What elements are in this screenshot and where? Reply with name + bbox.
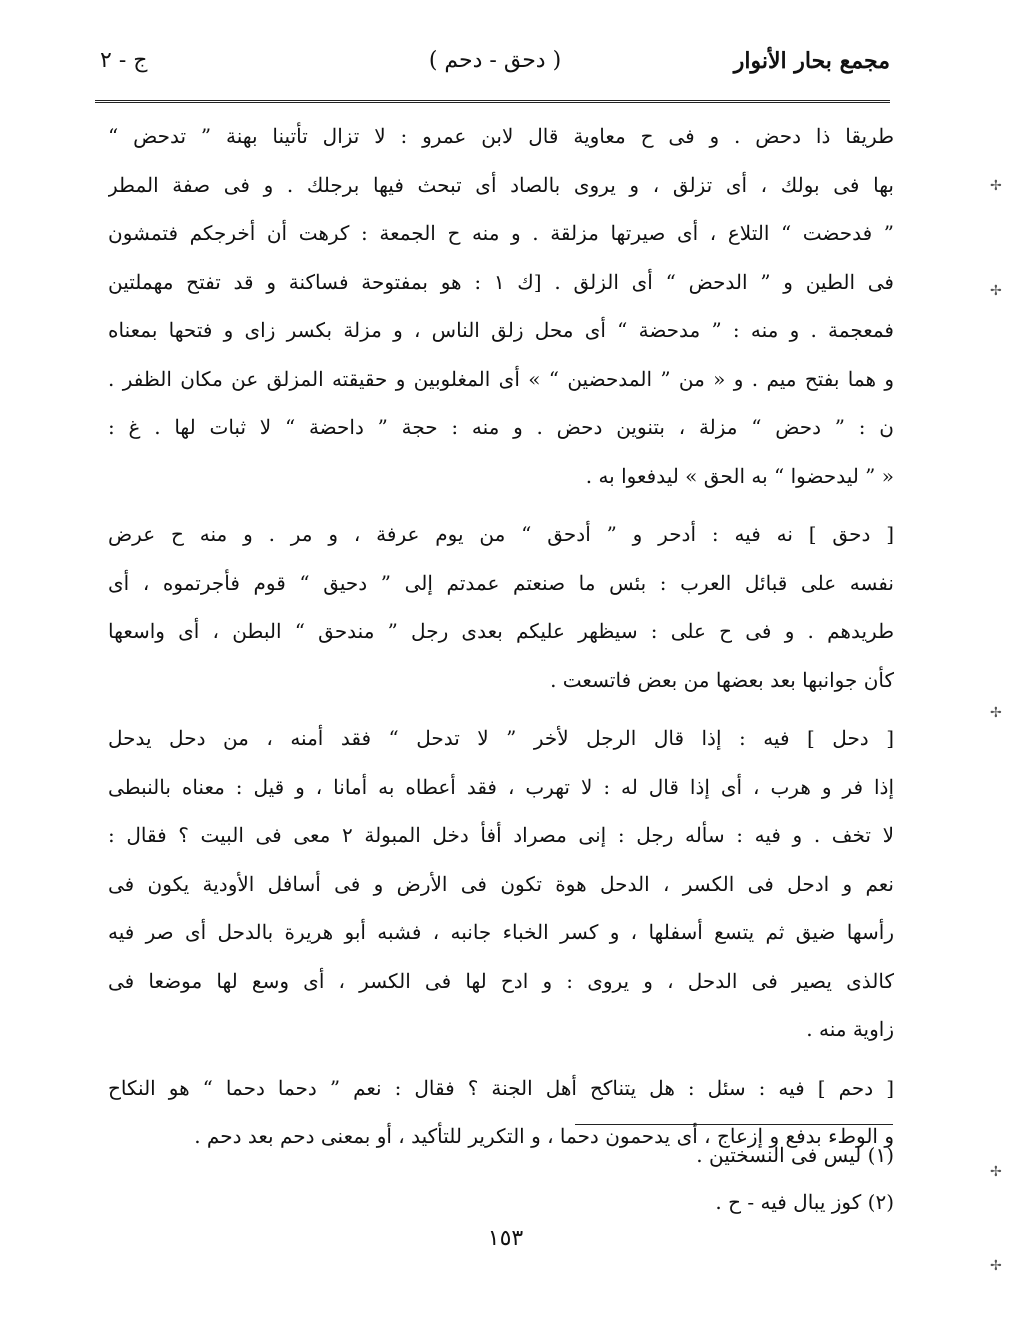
text-line: نعم و ادحل فى الكسر ، الدحل هوة تكون فى الأرض و فى أسافل الأودية يكون فى [108,871,894,896]
entry-dahl [108,714,894,1054]
text-line: ن : ” دحض “ مزلة ، بتنوين دحض . و منه : حجة ” داحضة “ لا ثبات لها . غ : [108,415,894,439]
text-line: طريدهم . و فى ح على : سيظهر عليكم بعدى رجل ” مندحق “ البطن ، أى واسعها [108,619,894,643]
margin-mark-icon: ✢ [990,705,1002,721]
text-line: فى الطين و ” الدحض “ أى الزلق . [ك ١ : هو بمفتوحة فساكنة و قد تفتح مهملتين [108,269,894,294]
text-line: فمعجمة . و منه : ” مدحضة “ أى محل زلق الناس ، و مزلة بكسر زاى و فتحها بمعناه [108,318,894,342]
page-number: ١٥٣ [487,1226,524,1251]
text-line: كالذى يصير فى الدحل ، و يروى : و ادح لها فى الكسر ، أى وسع لها موضعا فى [108,968,894,993]
text-line: و هما بفتح ميم . و « من ” المدحضين “ » أى المغلوبين و حقيقته المزلق عن مكان الظفر . [108,366,894,391]
main-text [108,112,894,1171]
running-header [100,48,890,88]
text-line: [ دحم ] فيه : سئل : هل يتناكح أهل الجنة ؟ فقال : نعم ” دحما دحما “ هو النكاح [108,1075,894,1100]
text-line: [ دحل ] فيه : إذا قال الرجل لأخر ” لا تدحل “ فقد أمنه ، من دحل يدحل [108,726,894,750]
text-line: [ دحق ] نه فيه : أدحر و ” أدحق “ من يوم عرفة ، و مر . و منه ح عرض [108,522,894,546]
margin-mark-icon: ✢ [990,1258,1002,1274]
text-line: بها فى بولك ، أى تزلق ، و يروى بالصاد أى تبحث فيها برجلك . و فى صفة المطر [108,172,894,197]
footnote-1: (١) ليس فى النسختين . [696,1143,894,1167]
text-line: و الوطء بدفع و إزعاج ، أى يدحمون دحما ، و التكرير للتأكيد ، أو بمعنى دحم بعد دحم . [194,1124,894,1148]
text-line: « ” ليدحضوا “ به الحق » ليدفعوا به . [585,463,894,488]
entry-dahd [108,112,894,500]
margin-mark-icon: ✢ [990,283,1002,299]
text-line: لا تخف . و فيه : سأله رجل : إنى مصراد أفأ دخل المبولة ٢ معى فى البيت ؟ فقال : [108,823,894,847]
margin-mark-icon: ✢ [990,178,1002,194]
text-line: إذا فر و هرب ، أى إذا قال له : لا تهرب ، فقد أعطاه به أمانا ، و قيل : معناه بالنبطى [108,774,894,799]
header-rule [95,100,890,103]
entry-range: ( دحق - دحم ) [428,48,562,73]
entry-dahq [108,510,894,704]
text-line: ” فدحضت “ التلاع ، أى صيرتها مزلقة . و منه ح الجمعة : كرهت أن أخرجكم فتمشون [108,221,894,245]
text-line: نفسه على قبائل العرب : بئس ما صنعتم عمدتم إلى ” دحيق “ قوم فأجرتموه ، أى [108,570,894,595]
margin-mark-icon: ✢ [990,1164,1002,1180]
book-title: مجمع بحار الأنوار [733,48,890,74]
footnotes [574,1132,894,1226]
footnote-2: (٢) كوز يبال فيه - ح . [715,1190,894,1214]
text-line: زاوية منه . [806,1017,894,1041]
volume-number: ج - ٢ [100,48,148,73]
text-line: رأسها ضيق ثم يتسع أسفلها ، و كسر الخباء جانبه ، فشبه أبو هريرة بالدحل أى صر فيه [108,920,894,944]
text-line: كأن جوانبها بعد بعضها من بعض فاتسعت . [550,667,894,692]
footnote-rule [575,1124,893,1125]
text-line: طريقا ذا دحض . و فى ح معاوية قال لابن عمرو : لا تزال تأتينا بهنة ” تدحض “ [108,124,894,148]
